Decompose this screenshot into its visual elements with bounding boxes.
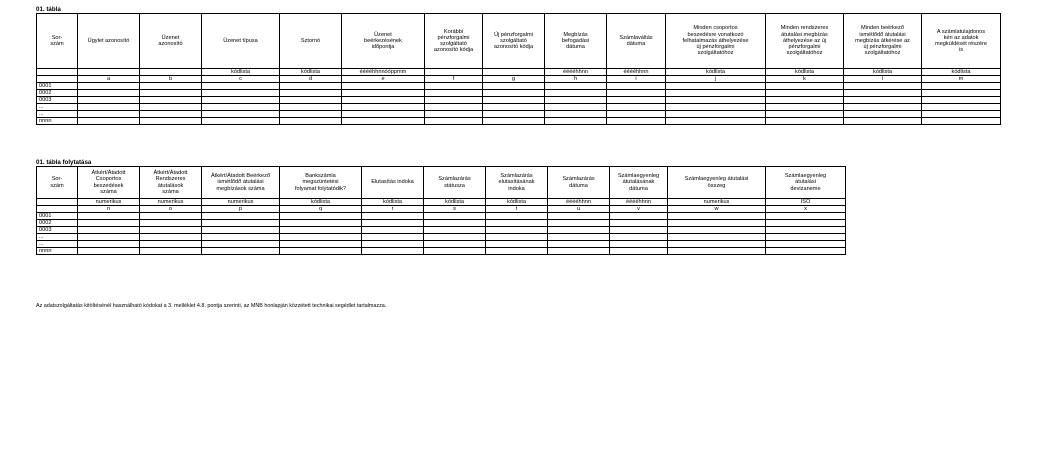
footnote: Az adatszolgáltatás kitöltésénél használható kódokat a 3. melléklet 4.8. pontja szerinti, az MNB honlapján közzétett technikai segédlet tartalmazza. (36, 303, 387, 309)
t1-data-cell (844, 90, 922, 97)
t1-header-cell: Üzenet beérkezésének időpontja (342, 14, 425, 69)
t1-data-cell (844, 111, 922, 118)
t2-header-cell: Bankszámla megszüntetési folyamat folytatódik? (280, 167, 362, 199)
t1-data-cell (78, 111, 140, 118)
t2-format-cell: ééééhhnn (548, 199, 610, 206)
t2-data-cell (668, 234, 766, 241)
t1-data-cell (607, 97, 666, 104)
t2-letter-cell: x (766, 206, 846, 213)
t2-row-number: 0002 (37, 220, 78, 227)
t2-header-cell: Átkért/Átadott Beérkező ismétlődő átutalási megbízások száma (202, 167, 280, 199)
t1-format-cell: ééééhhnn (545, 69, 607, 76)
t2-header-cell: Számlaegyenleg átutalási összeg (668, 167, 766, 199)
t1-data-cell (766, 83, 844, 90)
t1-letter-cell: b (140, 76, 202, 83)
t2-data-cell (548, 213, 610, 220)
t1-format-cell (37, 69, 78, 76)
t2-format-cell: numerikus (78, 199, 140, 206)
t2-data-cell (486, 248, 548, 255)
t2-format-cell: numerikus (202, 199, 280, 206)
t1-format-cell: ééééhhnnóóppmm (342, 69, 425, 76)
t2-table-row (37, 227, 846, 234)
t1-data-cell (666, 111, 766, 118)
t2-data-cell (78, 213, 140, 220)
t1-data-cell (202, 104, 280, 111)
t2-row-number: ... (37, 234, 78, 241)
t2-data-cell (78, 241, 140, 248)
t2-letter-cell: t (486, 206, 548, 213)
t2-table-row (37, 213, 846, 220)
t2-header-cell: Számlazárás dátuma (548, 167, 610, 199)
t1-data-cell (342, 97, 425, 104)
t2-data-cell (78, 227, 140, 234)
t1-format-cell: kódlista (922, 69, 1001, 76)
t1-data-cell (922, 97, 1001, 104)
t2-data-cell (766, 220, 846, 227)
t1-data-cell (483, 111, 545, 118)
t1-data-cell (922, 118, 1001, 125)
t1-data-cell (425, 118, 483, 125)
t1-data-cell (425, 83, 483, 90)
t2-data-cell (140, 248, 202, 255)
t2-row-number: ... (37, 241, 78, 248)
t1-format-cell: kódlista (766, 69, 844, 76)
t1-letter-cell: d (280, 76, 342, 83)
t2-table-row (37, 248, 846, 255)
t2-header-cell: Számlazárás elutasításának indoka (486, 167, 548, 199)
t2-data-cell (486, 213, 548, 220)
t2-data-cell (202, 248, 280, 255)
t1-data-cell (766, 104, 844, 111)
t1-data-cell (607, 111, 666, 118)
t2-format-cell: kódlista (362, 199, 424, 206)
t2-data-cell (610, 241, 668, 248)
t1-format-cell (483, 69, 545, 76)
t1-letter-cell: j (666, 76, 766, 83)
t1-data-cell (844, 118, 922, 125)
t1-table-row (37, 104, 1001, 111)
t2-data-cell (140, 241, 202, 248)
t1-data-cell (545, 97, 607, 104)
t2-format-cell: kódlista (424, 199, 486, 206)
t1-header-cell: Minden beérkező ismétlődő átutalási megbízás átkérése az új pénzforgalmi szolgáltatóhoz (844, 14, 922, 69)
t1-header-cell: Ügylet azonosító (78, 14, 140, 69)
t1-data-cell (342, 83, 425, 90)
t1-data-cell (140, 97, 202, 104)
t1-data-cell (202, 83, 280, 90)
t1-data-cell (483, 90, 545, 97)
table2 (36, 166, 846, 255)
t2-data-cell (766, 248, 846, 255)
t1-format-cell (425, 69, 483, 76)
t2-data-cell (362, 234, 424, 241)
t2-row-number: 0001 (37, 213, 78, 220)
t2-data-cell (202, 220, 280, 227)
t2-data-cell (78, 234, 140, 241)
t2-letter-cell: p (202, 206, 280, 213)
t1-data-cell (78, 83, 140, 90)
t2-data-cell (424, 220, 486, 227)
t2-header-cell: Átkért/Átadott Csoportos beszedések száma (78, 167, 140, 199)
t2-data-cell (424, 241, 486, 248)
t1-data-cell (922, 90, 1001, 97)
t1-data-cell (342, 90, 425, 97)
t1-letter-row (37, 76, 1001, 83)
t2-data-cell (140, 220, 202, 227)
t2-data-cell (140, 213, 202, 220)
t2-data-cell (610, 234, 668, 241)
t1-data-cell (483, 104, 545, 111)
t1-data-cell (545, 90, 607, 97)
t1-data-cell (666, 83, 766, 90)
t1-data-cell (425, 97, 483, 104)
t2-letter-cell: r (362, 206, 424, 213)
t2-data-cell (766, 234, 846, 241)
t2-table-row (37, 241, 846, 248)
t1-row-number: 0002 (37, 90, 78, 97)
t1-row-number: ... (37, 104, 78, 111)
t2-data-cell (486, 241, 548, 248)
table1 (36, 13, 1001, 125)
t1-data-cell (922, 104, 1001, 111)
t1-header-cell: Új pénzforgalmi szolgáltató azonosító kódja (483, 14, 545, 69)
t2-header-cell: Számlaegyenleg átutalási devizaneme (766, 167, 846, 199)
t1-table-row (37, 97, 1001, 104)
t2-letter-row (37, 206, 846, 213)
t1-data-cell (545, 111, 607, 118)
t1-header-cell: Megbízás befogadási dátuma (545, 14, 607, 69)
table2-title: 01. tábla folytatása (36, 159, 92, 166)
t2-letter-cell: n (78, 206, 140, 213)
t1-data-cell (666, 90, 766, 97)
t1-header-cell: Üzenet azonosító (140, 14, 202, 69)
t1-data-cell (607, 83, 666, 90)
t2-data-cell (668, 227, 766, 234)
t2-data-cell (668, 220, 766, 227)
t1-data-cell (280, 104, 342, 111)
t1-table-row (37, 83, 1001, 90)
t2-data-cell (424, 234, 486, 241)
t2-letter-cell: s (424, 206, 486, 213)
t1-data-cell (425, 111, 483, 118)
t2-letter-cell: v (610, 206, 668, 213)
t1-data-cell (140, 90, 202, 97)
t2-data-cell (668, 213, 766, 220)
t1-header-row (37, 14, 1001, 69)
t2-row-number: 0003 (37, 227, 78, 234)
t2-letter-cell (37, 206, 78, 213)
t2-header-cell: Számlazárás státusza (424, 167, 486, 199)
t2-data-cell (202, 234, 280, 241)
t2-data-cell (486, 227, 548, 234)
t2-data-cell (424, 227, 486, 234)
t2-data-cell (280, 234, 362, 241)
t2-data-cell (548, 234, 610, 241)
t2-data-cell (668, 241, 766, 248)
t1-data-cell (280, 90, 342, 97)
t1-data-cell (202, 111, 280, 118)
t1-letter-cell: g (483, 76, 545, 83)
t2-format-cell: kódlista (280, 199, 362, 206)
t2-data-cell (548, 227, 610, 234)
t1-letter-cell: i (607, 76, 666, 83)
t1-data-cell (666, 118, 766, 125)
t1-format-cell: kódlista (280, 69, 342, 76)
t2-data-cell (548, 220, 610, 227)
t2-data-cell (424, 248, 486, 255)
t1-format-cell: ééééhhnn (607, 69, 666, 76)
t1-table-row (37, 90, 1001, 97)
t1-data-cell (545, 104, 607, 111)
t2-data-cell (280, 241, 362, 248)
t2-data-cell (362, 241, 424, 248)
t1-data-cell (202, 97, 280, 104)
t1-data-cell (342, 111, 425, 118)
t1-data-cell (844, 97, 922, 104)
t2-data-cell (424, 213, 486, 220)
t1-data-cell (483, 118, 545, 125)
t1-data-cell (202, 118, 280, 125)
t1-header-cell: Minden csoportos beszedésre vonatkozó felhatalmazás áthelyezése új pénzforgalmi szolgáltatóhoz (666, 14, 766, 69)
t1-data-cell (607, 90, 666, 97)
t1-data-cell (140, 111, 202, 118)
t2-data-cell (610, 213, 668, 220)
t2-format-cell: kódlista (486, 199, 548, 206)
t2-format-cell: ISO (766, 199, 846, 206)
t1-row-number: 0003 (37, 97, 78, 104)
t2-letter-cell: o (140, 206, 202, 213)
t1-data-cell (280, 83, 342, 90)
t1-header-cell: Korábbi pénzforgalmi szolgáltató azonosító kódja (425, 14, 483, 69)
t2-data-cell (362, 213, 424, 220)
t2-data-cell (280, 227, 362, 234)
t2-header-cell: Átkért/Átadott Rendszeres átutalások száma (140, 167, 202, 199)
t1-data-cell (483, 97, 545, 104)
t2-data-cell (202, 227, 280, 234)
t1-header-cell: Minden rendszeres átutalási megbízás áthelyezése az új pénzforgalmi szolgáltatóhoz (766, 14, 844, 69)
t1-data-cell (78, 104, 140, 111)
t1-header-cell: Üzenet típusa (202, 14, 280, 69)
t2-table-row (37, 234, 846, 241)
t1-letter-cell: f (425, 76, 483, 83)
t1-header-cell: Sor- szám (37, 14, 78, 69)
t1-data-cell (483, 83, 545, 90)
t1-data-cell (280, 97, 342, 104)
t1-header-cell: Sztornó (280, 14, 342, 69)
t1-data-cell (140, 83, 202, 90)
t1-letter-cell: a (78, 76, 140, 83)
table1-title: 01. tábla (36, 6, 61, 13)
t2-data-cell (362, 227, 424, 234)
t1-data-cell (922, 111, 1001, 118)
t1-data-cell (140, 118, 202, 125)
t2-header-cell: Számlaegyenleg átutalásának dátuma (610, 167, 668, 199)
t1-data-cell (607, 118, 666, 125)
t2-header-row (37, 167, 846, 199)
t2-data-cell (610, 248, 668, 255)
t2-format-cell: ééééhhnn (610, 199, 668, 206)
t1-format-cell: kódlista (666, 69, 766, 76)
t1-data-cell (545, 83, 607, 90)
t1-data-cell (280, 118, 342, 125)
t2-header-cell: Sor- szám (37, 167, 78, 199)
t2-data-cell (140, 227, 202, 234)
t2-format-cell (37, 199, 78, 206)
t1-letter-cell (37, 76, 78, 83)
t2-data-cell (610, 220, 668, 227)
t1-data-cell (766, 97, 844, 104)
t2-row-number: nnnn (37, 248, 78, 255)
t2-data-cell (78, 220, 140, 227)
t1-format-cell (140, 69, 202, 76)
t1-format-cell: kódlista (202, 69, 280, 76)
t2-data-cell (766, 227, 846, 234)
t1-row-number: 0001 (37, 83, 78, 90)
t2-letter-cell: q (280, 206, 362, 213)
t2-data-cell (548, 241, 610, 248)
t2-data-cell (610, 227, 668, 234)
t1-data-cell (766, 90, 844, 97)
t1-table-row (37, 111, 1001, 118)
t1-data-cell (280, 111, 342, 118)
t2-data-cell (202, 241, 280, 248)
t1-data-cell (78, 97, 140, 104)
t2-data-cell (202, 213, 280, 220)
t2-data-cell (140, 234, 202, 241)
t2-data-cell (78, 248, 140, 255)
t2-format-row (37, 199, 846, 206)
t2-data-cell (486, 234, 548, 241)
t1-format-cell: kódlista (844, 69, 922, 76)
t2-letter-cell: u (548, 206, 610, 213)
t2-data-cell (486, 220, 548, 227)
t1-data-cell (922, 83, 1001, 90)
t1-format-cell (78, 69, 140, 76)
t1-format-row (37, 69, 1001, 76)
t1-data-cell (342, 118, 425, 125)
t1-letter-cell: l (844, 76, 922, 83)
t2-data-cell (668, 248, 766, 255)
t1-header-cell: A számlatulajdonos kéri az adatok megküldését részére is (922, 14, 1001, 69)
t1-letter-cell: e (342, 76, 425, 83)
t1-data-cell (844, 83, 922, 90)
t1-row-number: nnnn (37, 118, 78, 125)
t2-format-cell: numerikus (668, 199, 766, 206)
t2-header-cell: Elutasítás indoka (362, 167, 424, 199)
t1-data-cell (140, 104, 202, 111)
t1-header-cell: Számlaváltás dátuma (607, 14, 666, 69)
t1-letter-cell: k (766, 76, 844, 83)
t2-data-cell (766, 213, 846, 220)
t1-table-row (37, 118, 1001, 125)
t1-data-cell (425, 90, 483, 97)
t1-data-cell (342, 104, 425, 111)
t2-data-cell (548, 248, 610, 255)
t1-data-cell (666, 104, 766, 111)
t1-row-number: ... (37, 111, 78, 118)
t1-data-cell (766, 111, 844, 118)
t2-table-row (37, 220, 846, 227)
t1-data-cell (607, 104, 666, 111)
t1-data-cell (545, 118, 607, 125)
t2-data-cell (280, 248, 362, 255)
t1-letter-cell: h (545, 76, 607, 83)
t1-letter-cell: c (202, 76, 280, 83)
t1-letter-cell: m (922, 76, 1001, 83)
t1-data-cell (844, 104, 922, 111)
t1-data-cell (78, 90, 140, 97)
t2-data-cell (280, 220, 362, 227)
t2-data-cell (362, 248, 424, 255)
t1-data-cell (666, 97, 766, 104)
t2-data-cell (766, 241, 846, 248)
t2-letter-cell: w (668, 206, 766, 213)
t2-data-cell (280, 213, 362, 220)
t1-data-cell (425, 104, 483, 111)
t1-data-cell (78, 118, 140, 125)
t1-data-cell (202, 90, 280, 97)
t1-data-cell (766, 118, 844, 125)
t2-format-cell: numerikus (140, 199, 202, 206)
t2-data-cell (362, 220, 424, 227)
